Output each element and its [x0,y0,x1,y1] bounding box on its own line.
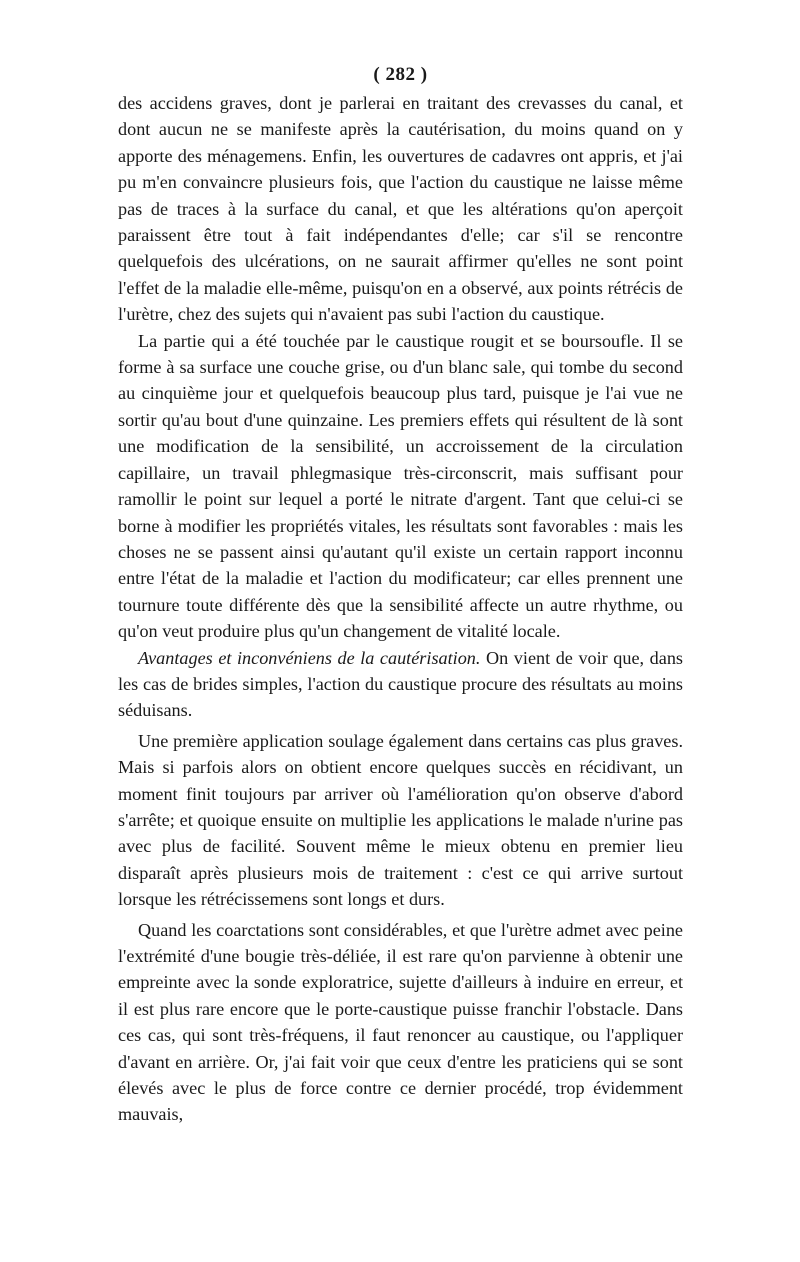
section-heading: Avantages et inconvéniens de la cautérisation. [138,647,481,668]
paragraph-3-text: On vient de voir que, dans les cas de brides simples, l'action du caustique procure des résultats au moins séduisans. [118,647,683,721]
paragraph-3 [118,645,683,724]
paragraph-5: Quand les coarctations sont considérables, et que l'urètre admet avec peine l'extrémité d'une bougie très-déliée, il est rare qu'on parvienne à obtenir une empreinte avec la sonde exploratrice, sujette d'ailleurs à induire en erreur, et il est plus rare encore que le porte-caustique puisse franchir l'obstacle. Dans ces cas, qui sont très-fréquens, il faut renoncer au caustique, ou l'appliquer d'avant en arrière. Or, j'ai fait voir que ceux d'entre les praticiens qui se sont élevés avec le plus de force contre ce dernier procédé, trop évidemment mauvais, [118,919,683,1125]
book-page [118,62,683,1128]
paragraph-4: Une première application soulage également dans certains cas plus graves. Mais si parfois alors on obtient encore quelques succès en récidivant, un moment finit toujours par arriver où l'amélioration qu'on observe d'abord s'arrête; et quoique ensuite on multiplie les applications le malade n'urine pas avec plus de facilité. Souvent même le mieux obtenu en premier lieu disparaît après plusieurs mois de traitement : c'est ce qui arrive surtout lorsque les rétrécissemens sont longs et durs. [118,730,683,910]
paragraph-1: des accidens graves, dont je parlerai en traitant des crevasses du canal, et dont aucun ne se manifeste après la cautérisation, du moins quand on y apporte des ménagemens. Enfin, les ouvertures de cadavres ont appris, et j'ai pu m'en convaincre plusieurs fois, que l'action du caustique ne laisse même pas de traces à la surface du canal, et que les altérations qu'on aperçoit paraissent être tout à fait indépendantes d'elle; car s'il se rencontre quelquefois des ulcérations, on ne saurait affirmer qu'elles ne sont point l'effet de la maladie elle-même, puisqu'on en a observé, aux points rétrécis de l'urètre, chez des sujets qui n'avaient pas subi l'action du caustique. [118,93,683,325]
page-number: ( 282 ) [373,64,428,85]
paragraph-2: La partie qui a été touchée par le caustique rougit et se boursoufle. Il se forme à sa surface une couche grise, ou d'un blanc sale, qui tombe du second au cinquième jour et quelquefois beaucoup plus tard, puisque je l'ai vue ne sortir qu'au bout d'une quinzaine. Les premiers effets qui résultent de là sont une modification de la sensibilité, un accroissement de la circulation capillaire, un travail phlegmasique très-circonscrit, mais suffisant pour ramollir le point sur lequel a porté le nitrate d'argent. Tant que celui-ci se borne à modifier les propriétés vitales, les résultats sont favorables : mais les choses ne se passent ainsi qu'autant qu'il existe un certain rapport inconnu entre l'état de la maladie et l'action du modificateur; car elles prennent une tournure toute différente dès que la sensibilité affecte un autre rhythme, ou qu'on veut produire plus qu'un changement de vitalité locale. [118,330,683,642]
